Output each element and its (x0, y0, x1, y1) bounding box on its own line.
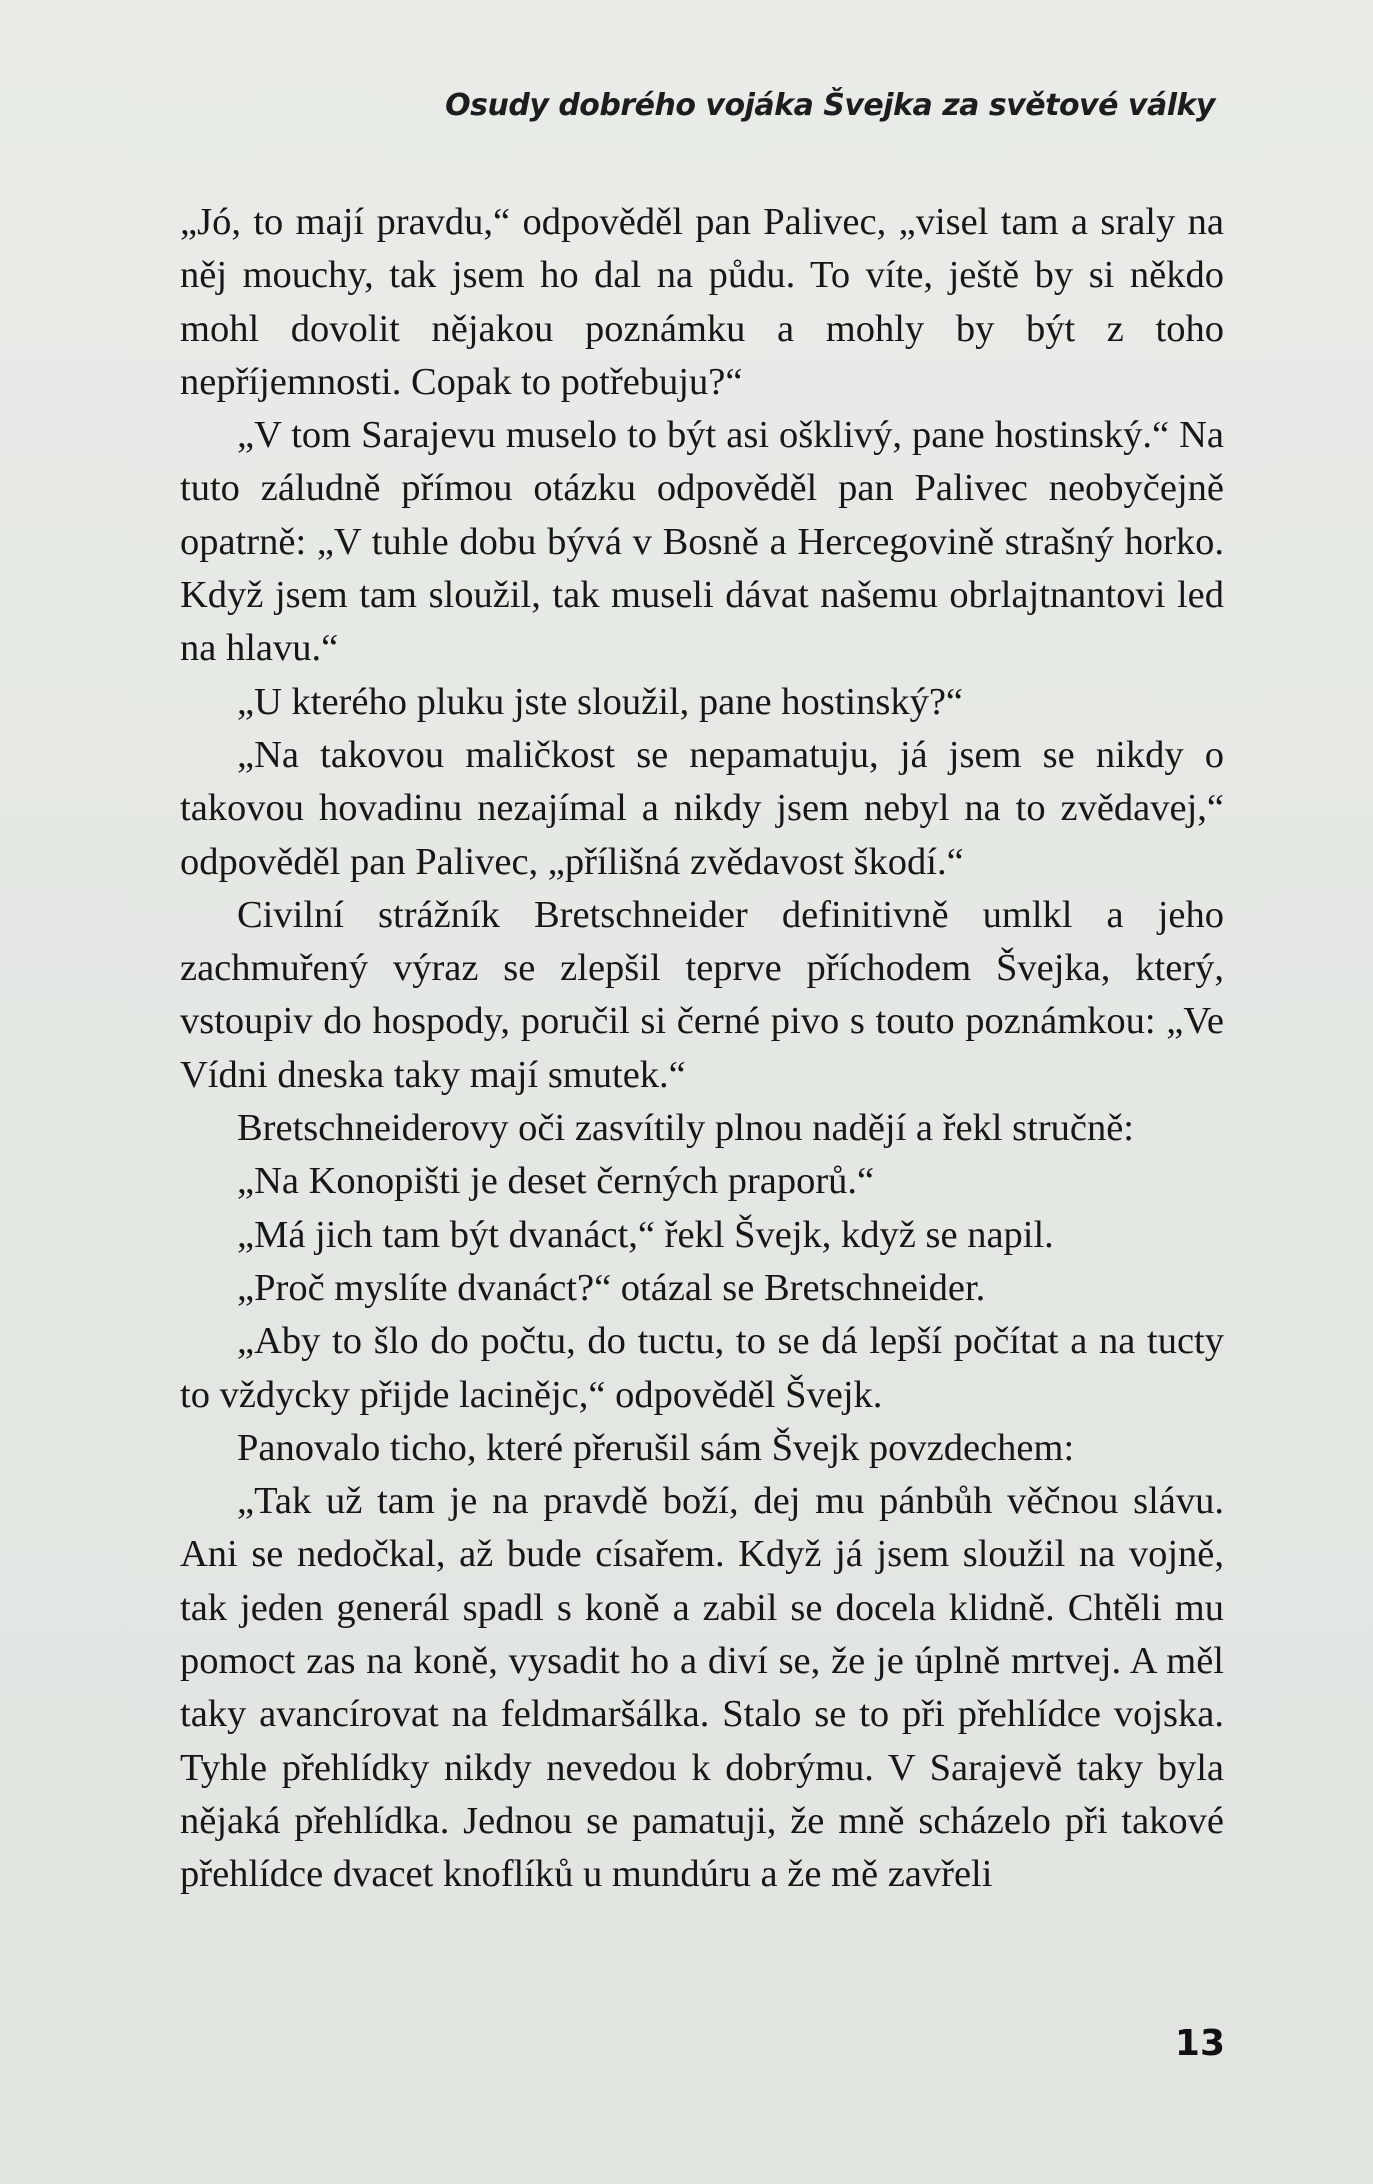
paragraph: „Aby to šlo do počtu, do tuctu, to se dá lepší počítat a na tucty to vždycky přijde lacinějc,“ odpověděl Švejk. (180, 1320, 1224, 1416)
paragraph: „Má jich tam být dvanáct,“ řekl Švejk, když se napil. (237, 1213, 1054, 1256)
paragraph: „Tak už tam je na pravdě boží, dej mu pánbůh věčnou slávu. Ani se nedočkal, až bude císařem. Když já jsem sloužil na vojně, tak jeden generál spadl s koně a zabil se docela klidně. Chtěli mu pomoct zas na koně, vysadit ho a diví se, že je úplně mrtvej. A měl taky avancírovat na feldmaršálka. Stalo se to při přehlídce vojska. Tyhle přehlídky nikdy nevedou k dobrýmu. V Sarajevě taky byla nějaká přehlídka. Jednou se pamatuji, že mně scházelo při takové přehlídce dvacet knoflíků u mundúru a že mě zavřeli (180, 1480, 1224, 1896)
paragraph: „U kterého pluku jste sloužil, pane hostinský?“ (237, 680, 963, 723)
paragraph: Bretschneiderovy oči zasvítily plnou nadějí a řekl stručně: (237, 1107, 1134, 1150)
paragraph: „Na takovou maličkost se nepamatuju, já jsem se nikdy o takovou hovadinu nezajímal a nikdy jsem nebyl na to zvědavej,“ odpověděl pan Palivec, „přílišná zvědavost škodí.“ (180, 733, 1224, 883)
page-number: 13 (1174, 2023, 1225, 2064)
paragraph: „Proč myslíte dvanáct?“ otázal se Bretschneider. (237, 1266, 986, 1309)
paragraph: Panovalo ticho, které přerušil sám Švejk povzdechem: (237, 1426, 1075, 1469)
paragraph: „V tom Sarajevu muselo to být asi ošklivý, pane hostinský.“ Na tuto záludně přímou otázku odpověděl pan Palivec neobyčejně opatrně: „V tuhle dobu bývá v Bosně a Hercegovině strašný horko. Když jsem tam sloužil, tak museli dávat našemu obrlajtnantovi led na hlavu.“ (180, 414, 1224, 670)
body-text (180, 196, 1224, 1902)
paragraph: „Na Konopišti je deset černých praporů.“ (237, 1160, 875, 1203)
paragraph: „Jó, to mají pravdu,“ odpověděl pan Palivec, „visel tam a sraly na něj mouchy, tak jsem ho dal na půdu. To víte, ještě by si někdo mohl dovolit nějakou poznámku a mohly by být z toho nepříjemnosti. Copak to potřebuju?“ (180, 201, 1224, 403)
paragraph: Civilní strážník Bretschneider definitivně umlkl a jeho zachmuřený výraz se zlepšil teprve příchodem Švejka, který, vstoupiv do hospody, poručil si černé pivo s touto poznámkou: „Ve Vídni dneska taky mají smutek.“ (180, 893, 1224, 1096)
running-header: Osudy dobrého vojáka Švejka za světové války (445, 88, 1215, 123)
